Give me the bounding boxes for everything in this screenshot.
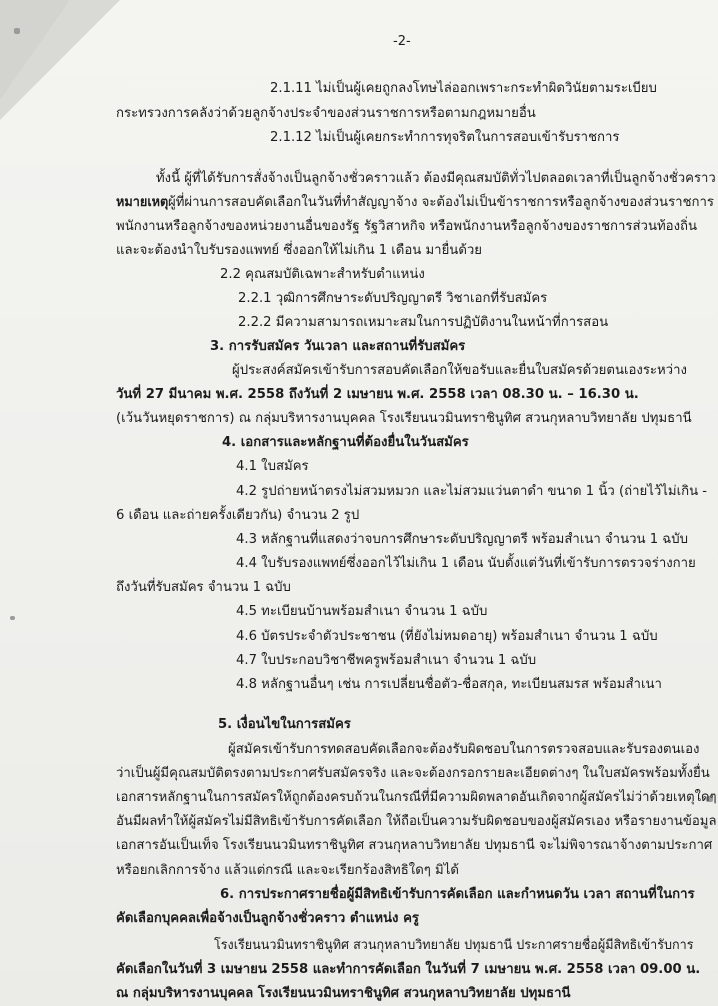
text-line-l03: 2.1.12 ไม่เป็นผู้เคยกระทำการทุจริตในการสอบเข้ารับราชการ xyxy=(270,130,620,145)
text-line-l33: 6. การประกาศรายชื่อผู้มีสิทธิเข้ารับการคัดเลือก และกำหนดวัน เวลา สถานที่ในการ xyxy=(220,887,695,902)
text-line-l20: 4.4 ใบรับรองแพทย์ซึ่งออกไว้ไม่เกิน 1 เดือน นับตั้งแต่วันที่เข้ารับการตรวจร่างกาย xyxy=(236,556,696,571)
text-line-l19: 4.3 หลักฐานที่แสดงว่าจบการศึกษาระดับปริญญาตรี พร้อมสำเนา จำนวน 1 ฉบับ xyxy=(236,532,689,547)
text-line-l01: 2.1.11 ไม่เป็นผู้เคยถูกลงโทษไล่ออกเพราะกระทำผิดวินัยตามระเบียบ xyxy=(270,81,657,96)
text-line-l28: ว่าเป็นผู้มีคุณสมบัติตรงตามประกาศรับสมัครจริง และจะต้องกรอกรายละเอียดต่างๆ ในใบสมัครพร้อมทั้งยื่น xyxy=(116,766,710,781)
page-number: -2- xyxy=(393,34,411,49)
text-line-l26: 5. เงื่อนไขในการสมัคร xyxy=(218,717,351,732)
text-line-l05b: ผู้ที่ผ่านการสอบคัดเลือกในวันที่ทำสัญญาจ้าง จะต้องไม่เป็นข้าราชการหรือลูกจ้างของส่วนราชการ xyxy=(168,195,714,210)
text-line-l10: 2.2.2 มีความสามารถเหมาะสมในการปฏิบัติงานในหน้าที่การสอน xyxy=(238,315,609,330)
text-line-l11: 3. การรับสมัคร วันเวลา และสถานที่รับสมัคร xyxy=(210,339,466,354)
text-line-l09: 2.2.1 วุฒิการศึกษาระดับปริญญาตรี วิชาเอกที่รับสมัคร xyxy=(238,291,548,306)
text-line-l25: 4.8 หลักฐานอื่นๆ เช่น การเปลี่ยนชื่อตัว-ชื่อสกุล, ทะเบียนสมรส พร้อมสำเนา xyxy=(236,677,662,692)
text-line-l32: หรือยกเลิกการจ้าง แล้วแต่กรณี และจะเรียกร้องสิทธิใดๆ มิได้ xyxy=(116,863,459,878)
text-line-l12: ผู้ประสงค์สมัครเข้ารับการสอบคัดเลือกให้ขอรับและยื่นใบสมัครด้วยตนเองระหว่าง xyxy=(232,363,687,378)
text-line-l24: 4.7 ใบประกอบวิชาชีพครูพร้อมสำเนา จำนวน 1 ฉบับ xyxy=(236,653,537,668)
text-line-l07: และจะต้องนำใบรับรองแพทย์ ซึ่งออกให้ไม่เกิน 1 เดือน มายื่นด้วย xyxy=(116,243,483,258)
text-line-l35: โรงเรียนนวมินทราชินูทิศ สวนกุหลาบวิทยาลัย ปทุมธานี ประกาศรายชื่อผู้มีสิทธิเข้ารับการ xyxy=(214,938,694,953)
text-line-l37: ณ กลุ่มบริหารงานบุคคล โรงเรียนนวมินทราชินูทิศ สวนกุหลาบวิทยาลัย ปทุมธานี xyxy=(116,986,571,1001)
text-line-l30: อันมีผลทำให้ผู้สมัครไม่มีสิทธิเข้ารับการคัดเลือก ให้ถือเป็นความรับผิดชอบของผู้สมัครเอง หรือรายงานข้อมูล xyxy=(116,814,717,829)
text-line-l18: 6 เดือน และถ่ายครั้งเดียวกัน) จำนวน 2 รูป xyxy=(116,508,360,523)
text-line-l27: ผู้สมัครเข้ารับการทดสอบคัดเลือกจะต้องรับผิดชอบในการตรวจสอบและรับรองตนเอง xyxy=(228,742,700,757)
text-line-l36: คัดเลือกในวันที่ 3 เมษายน 2558 และทำการคัดเลือก ในวันที่ 7 เมษายน พ.ศ. 2558 เวลา 09.00 น. xyxy=(116,962,701,977)
text-line-l22: 4.5 ทะเบียนบ้านพร้อมสำเนา จำนวน 1 ฉบับ xyxy=(236,604,488,619)
text-line-l15: 4. เอกสารและหลักฐานที่ต้องยื่นในวันสมัคร xyxy=(222,435,469,450)
text-line-l23: 4.6 บัตรประจำตัวประชาชน (ที่ยังไม่หมดอายุ) พร้อมสำเนา จำนวน 1 ฉบับ xyxy=(236,629,658,644)
text-line-l34: คัดเลือกบุคคลเพื่อจ้างเป็นลูกจ้างชั่วคราว ตำแหน่ง ครู xyxy=(116,911,419,926)
text-line-l21: ถึงวันที่รับสมัคร จำนวน 1 ฉบับ xyxy=(116,580,291,595)
text-line-l17: 4.2 รูปถ่ายหน้าตรงไม่สวมหมวก และไม่สวมแว่นตาดำ ขนาด 1 นิ้ว (ถ่ายไว้ไม่เกิน - xyxy=(236,484,708,499)
scan-speck xyxy=(10,616,15,620)
text-line-l16: 4.1 ใบสมัคร xyxy=(236,459,309,474)
text-line-l04: ทั้งนี้ ผู้ที่ได้รับการสั่งจ้างเป็นลูกจ้างชั่วคราวแล้ว ต้องมีคุณสมบัติทั่วไปตลอดเวลาที่เป็นลูกจ้างชั่วคราว xyxy=(156,171,716,186)
text-line-l08: 2.2 คุณสมบัติเฉพาะสำหรับตำแหน่ง xyxy=(220,267,425,282)
text-line-l02: กระทรวงการคลังว่าด้วยลูกจ้างประจำของส่วนราชการหรือตามกฎหมายอื่น xyxy=(116,106,536,121)
text-line-l31: เอกสารอันเป็นเท็จ โรงเรียนนวมินทราชินูทิศ สวนกุหลาบวิทยาลัย ปทุมธานี จะไม่พิจารณาจ้างตามประกาศ xyxy=(116,838,713,853)
text-line-l29: เอกสารหลักฐานในการสมัครให้ถูกต้องครบถ้วนในกรณีที่มีความผิดพลาดอันเกิดจากผู้สมัครไม่ว่าด้วยเหตุใดๆ xyxy=(116,790,717,805)
folded-corner xyxy=(0,0,70,100)
text-line-l05a: หมายเหตุ xyxy=(116,195,169,210)
scan-speck xyxy=(14,28,20,34)
text-line-l14: (เว้นวันหยุดราชการ) ณ กลุ่มบริหารงานบุคคล โรงเรียนนวมินทราชินูทิศ สวนกุหลาบวิทยาลัย ปทุมธานี xyxy=(116,411,692,426)
text-line-l06: พนักงานหรือลูกจ้างของหน่วยงานอื่นของรัฐ รัฐวิสาหกิจ หรือพนักงานหรือลูกจ้างของราชการส่วนท้องถิ่น xyxy=(116,219,698,234)
text-line-l13: วันที่ 27 มีนาคม พ.ศ. 2558 ถึงวันที่ 2 เมษายน พ.ศ. 2558 เวลา 08.30 น. – 16.30 น. xyxy=(116,387,639,402)
